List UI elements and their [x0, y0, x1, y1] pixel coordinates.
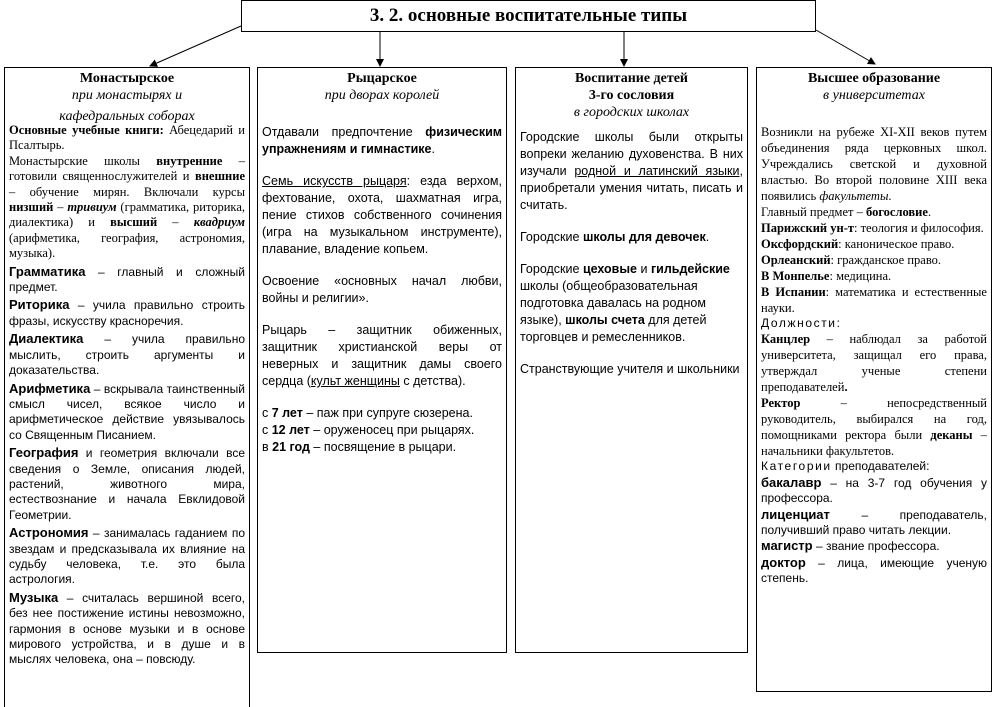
- city-schools: Городские школы были открыты вопреки желанию духовенства. В них изучали родной и латинский языки, приобретали умения читать, писать и считать.: [520, 130, 743, 212]
- subject-geography: География и геометрия включали все сведения о Земле, описания людей, растений, животного мира, естествознание и начала Евклидовой Геометрии.: [9, 445, 245, 522]
- column-university-title: Высшее образование: [807, 71, 941, 86]
- column-knightly-header: [262, 70, 502, 104]
- knightly-defender: Рыцарь – защитник обиженных, защитник христианской веры от неверных и защитник дамы своего сердца (культ женщины с детства).: [262, 323, 502, 388]
- column-knightly-body: [262, 124, 502, 456]
- column-third-estate: [515, 67, 748, 653]
- knightly-principles: Освоение «основных начал любви, войны и религии».: [262, 274, 502, 305]
- girls-schools: Городские школы для девочек.: [520, 230, 710, 244]
- column-university-body: [761, 124, 987, 587]
- knightly-preference: Отдавали предпочтение физическим упражнениям и гимнастике.: [262, 125, 502, 156]
- university-montpellier: В Монпелье: медицина.: [761, 269, 892, 283]
- university-paris: Парижский ун-т: теология и философия.: [761, 221, 984, 235]
- university-origin: Возникли на рубеже XI-XII веков путем объединения ряда церковных школ. Учреждались светской и духовной властью. Во второй половине XIII века появились факультеты.: [761, 125, 987, 203]
- column-university-subtitle: в университетах: [823, 88, 925, 103]
- column-third-estate-header: [520, 70, 743, 121]
- column-monastic-body: [9, 123, 245, 668]
- column-monastic-header: [9, 70, 245, 125]
- category-bachelor: бакалавр – на 3-7 год обучения у профессора.: [761, 474, 987, 506]
- column-knightly-title: Рыцарское: [347, 71, 417, 86]
- arrow-to-monastic: [150, 26, 241, 66]
- category-doctor: доктор – лица, имеющие ученую степень.: [761, 554, 987, 586]
- subject-music: Музыка – считалась вершиной всего, без нее постижение истины невозможно, гармония в основе музыки и в основе мирового устройства, и в душе и в мыслях человека, она – повсюду.: [9, 589, 245, 667]
- position-chancellor: Канцлер – наблюдал за работой университета, защищал его права, утверждал ученые степени преподавателей.: [761, 332, 987, 395]
- guild-schools: Городские цеховые и гильдейские школы (общеобразовательная подготовка давалась на родном языке), школы счета для детей торговцев и ремесленников.: [520, 262, 730, 344]
- subject-arithmetic: Арифметика – вскрывала таинственный смысл чисел, всякое число и арифметическое действие увязывалось со Священным Писанием.: [9, 380, 245, 442]
- subject-grammar: Грамматика – главный и сложный предмет.: [9, 263, 245, 295]
- column-third-estate-title-2: 3-го сословия: [588, 88, 675, 103]
- column-third-estate-title: Воспитание детей: [574, 71, 689, 86]
- wandering-teachers: Странствующие учителя и школьники: [520, 362, 740, 376]
- university-orleans: Орлеанский: гражданское право.: [761, 253, 942, 267]
- position-rector: Ректор – непосредственный руководитель, выбирался на год, помощниками ректора были деканы – начальники факультетов.: [761, 396, 987, 459]
- monastic-books: Основные учебные книги: Абецедарий и Псалтырь.: [9, 123, 245, 153]
- category-master: магистр – звание профессора.: [761, 538, 940, 554]
- positions-heading: Должности:: [761, 316, 840, 330]
- column-third-estate-subtitle: в городских школах: [573, 105, 690, 120]
- university-oxford: Оксфордский: каноническое право.: [761, 237, 955, 251]
- column-monastic-title: Монастырское: [79, 71, 175, 86]
- column-monastic-subtitle: при монастырях и: [71, 88, 183, 103]
- knightly-age-21: в 21 год – посвящение в рыцари.: [262, 440, 457, 454]
- knightly-age-12: с 12 лет – оруженосец при рыцарях.: [262, 423, 475, 437]
- university-main-subject: Главный предмет – богословие.: [761, 205, 932, 219]
- university-spain: В Испании: математика и естественные науки.: [761, 285, 987, 315]
- column-knightly-subtitle: при дворах королей: [324, 88, 440, 103]
- knightly-seven-arts: Семь искусств рыцаря: езда верхом, фехтование, охота, шахматная игра, пение стихов собственного сочинения (игра на музыкальном инструменте), плавание, владение копьем.: [262, 174, 502, 256]
- column-monastic-subtitle-2: кафедральных соборах: [59, 109, 195, 124]
- monastic-schools: Монастырские школы внутренние – готовили священнослужителей и внешние – обучение мирян. Включали курсы низший – тривиум (грамматика, риторика, диалектика) и высший – квадриум (арифметика, география, астрономия, музыка).: [9, 153, 246, 261]
- subject-astronomy: Астрономия – занималась гаданием по звездам и предсказывала их влияние на судьбу человека, т.е. это была астрология.: [9, 525, 245, 587]
- subject-dialectic: Диалектика – учила правильно мыслить, строить аргументы и доказательства.: [9, 331, 245, 378]
- category-licentiate: лиценциат – преподаватель, получивший право читать лекции.: [761, 506, 987, 538]
- column-monastic: [4, 67, 250, 707]
- subject-rhetoric: Риторика – учила правильно строить фразы, искусству красноречия.: [9, 297, 245, 328]
- column-university-header: [761, 70, 987, 104]
- knightly-age-7: с 7 лет – паж при супруге сюзерена.: [262, 406, 473, 420]
- arrow-to-university: [816, 30, 875, 64]
- teacher-categories-heading: Категории преподавателей:: [761, 459, 930, 474]
- page-title: 3. 2. основные воспитательные типы: [241, 0, 816, 32]
- column-knightly: [257, 67, 507, 653]
- column-university: [756, 67, 992, 692]
- column-third-estate-body: [520, 129, 743, 378]
